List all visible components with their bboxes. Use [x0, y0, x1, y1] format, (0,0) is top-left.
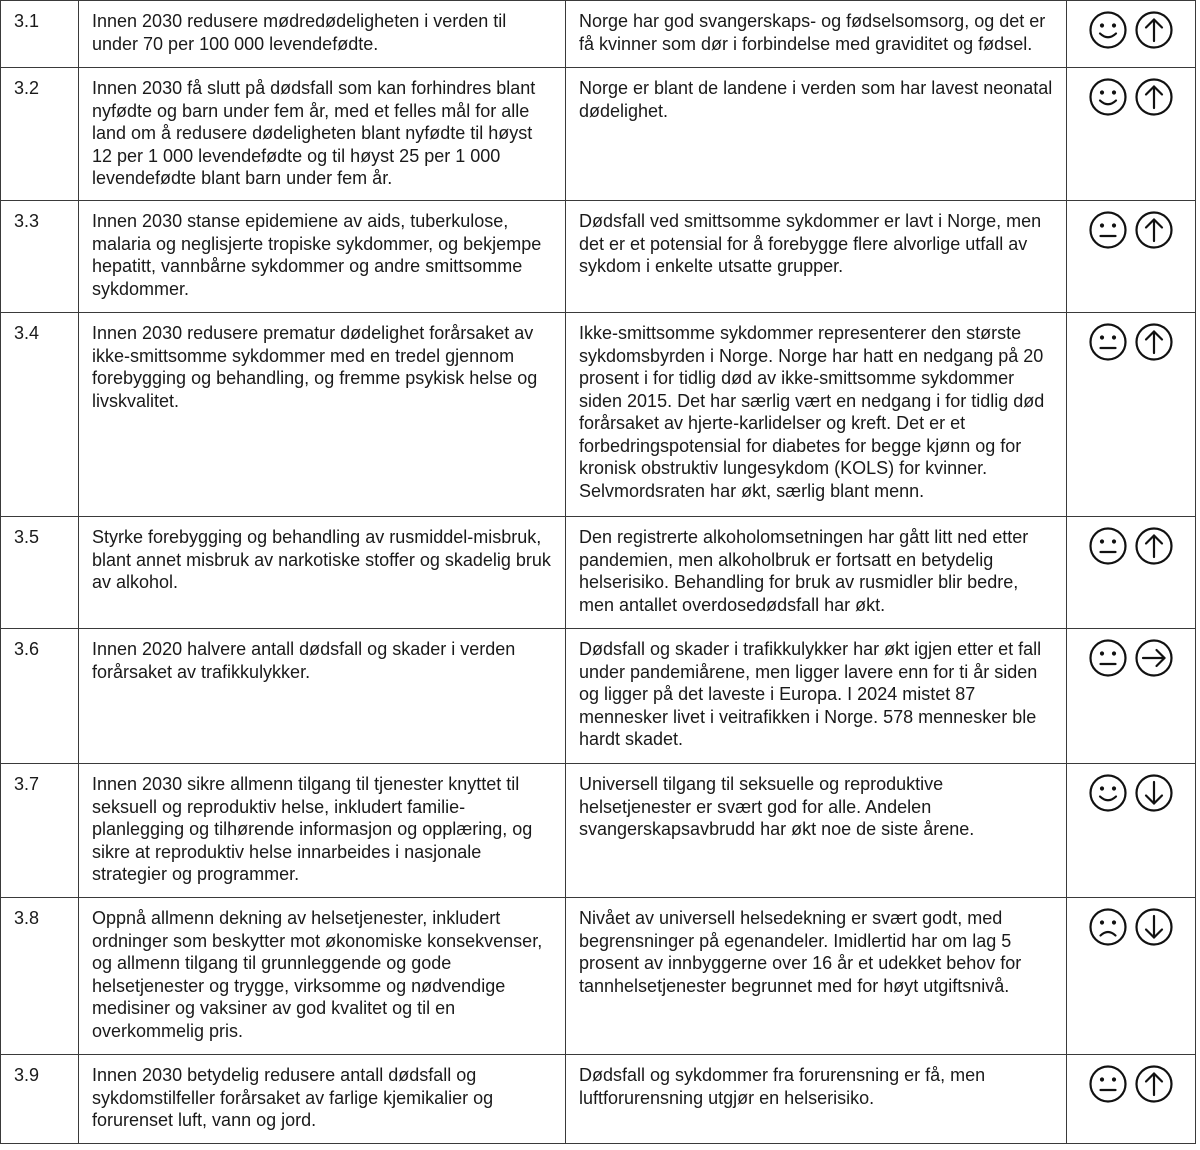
target-number: 3.3	[1, 201, 79, 313]
arrow-right-icon	[1134, 638, 1174, 678]
arrow-down-icon	[1134, 773, 1174, 813]
arrow-up-icon	[1134, 526, 1174, 566]
target-number: 3.2	[1, 68, 79, 201]
target-number: 3.4	[1, 313, 79, 517]
smiley-happy-icon	[1088, 773, 1128, 813]
table-row	[1, 201, 1196, 313]
arrow-up-icon	[1134, 77, 1174, 117]
target-description: Innen 2030 betydelig redusere antall dødsfall og sykdomstilfeller forårsaket av farlige kjemikalier og forurenset luft, vann og jord.	[79, 1055, 566, 1144]
arrow-up-icon	[1134, 210, 1174, 250]
assessment-cell	[1067, 898, 1196, 1055]
assessment-cell	[1067, 201, 1196, 313]
target-number: 3.9	[1, 1055, 79, 1144]
assessment-icons	[1080, 773, 1182, 813]
assessment-cell	[1067, 629, 1196, 764]
target-description: Innen 2030 stanse epidemiene av aids, tuberkulose, malaria og neglisjerte tropiske sykdommer, og bekjempe hepatitt, vannbårne sykdommer og andre smittsomme sykdommer.	[79, 201, 566, 313]
assessment-cell	[1067, 764, 1196, 898]
assessment-icons	[1080, 10, 1182, 50]
table-row	[1, 629, 1196, 764]
status-description: Norge har god svangerskaps- og fødselsomsorg, og det er få kvinner som dør i forbindelse med graviditet og fødsel.	[566, 1, 1067, 68]
smiley-neutral-icon	[1088, 1064, 1128, 1104]
target-description: Innen 2030 redusere prematur dødelighet forårsaket av ikke-smittsomme sykdommer med en tredel gjennom forebygging og behandling, og fremme psykisk helse og livskvalitet.	[79, 313, 566, 517]
smiley-neutral-icon	[1088, 526, 1128, 566]
smiley-neutral-icon	[1088, 638, 1128, 678]
target-description: Innen 2030 sikre allmenn tilgang til tjenester knyttet til seksuell og reproduktiv helse, inkludert familie-planlegging og tilhørende informasjon og opplæring, og sikre at reproduktiv helse innarbeides i nasjonale strategier og programmer.	[79, 764, 566, 898]
table-row	[1, 764, 1196, 898]
arrow-down-icon	[1134, 907, 1174, 947]
table-row	[1, 68, 1196, 201]
target-number: 3.7	[1, 764, 79, 898]
target-number: 3.6	[1, 629, 79, 764]
smiley-neutral-icon	[1088, 322, 1128, 362]
smiley-happy-icon	[1088, 10, 1128, 50]
smiley-neutral-icon	[1088, 210, 1128, 250]
table-row	[1, 313, 1196, 517]
arrow-up-icon	[1134, 1064, 1174, 1104]
assessment-icons	[1080, 322, 1182, 362]
assessment-icons	[1080, 1064, 1182, 1104]
assessment-cell	[1067, 1, 1196, 68]
status-description: Nivået av universell helsedekning er svært godt, med begrensninger på egenandeler. Imidlertid har om lag 5 prosent av innbyggerne over 16 år et udekket behov for tannhelsetjenester begrunnet med for høyt utgiftsnivå.	[566, 898, 1067, 1055]
assessment-cell	[1067, 68, 1196, 201]
status-description: Dødsfall ved smittsomme sykdommer er lavt i Norge, men det er et potensial for å forebygge flere alvorlige utfall av sykdom i enkelte utsatte grupper.	[566, 201, 1067, 313]
assessment-icons	[1080, 638, 1182, 678]
assessment-cell	[1067, 313, 1196, 517]
assessment-cell	[1067, 1055, 1196, 1144]
assessment-icons	[1080, 907, 1182, 947]
target-number: 3.8	[1, 898, 79, 1055]
table-row	[1, 898, 1196, 1055]
table-row	[1, 517, 1196, 629]
smiley-happy-icon	[1088, 77, 1128, 117]
smiley-sad-icon	[1088, 907, 1128, 947]
status-description: Norge er blant de landene i verden som har lavest neonatal dødelighet.	[566, 68, 1067, 201]
arrow-up-icon	[1134, 322, 1174, 362]
status-description: Dødsfall og skader i trafikkulykker har økt igjen etter et fall under pandemiårene, men ligger lavere enn for ti år siden og ligger på det laveste i Europa. I 2024 mistet 87 mennesker livet i veitrafikken i Norge. 578 mennesker ble hardt skadet.	[566, 629, 1067, 764]
table-row	[1, 1, 1196, 68]
goals-table-body	[1, 1, 1196, 1144]
status-description: Universell tilgang til seksuelle og reproduktive helsetjenester er svært god for alle. Andelen svangerskapsavbrudd har økt noe de siste årene.	[566, 764, 1067, 898]
assessment-cell	[1067, 517, 1196, 629]
assessment-icons	[1080, 210, 1182, 250]
assessment-icons	[1080, 77, 1182, 117]
status-description: Dødsfall og sykdommer fra forurensning er få, men luftforurensning utgjør en helserisiko.	[566, 1055, 1067, 1144]
status-description: Ikke-smittsomme sykdommer representerer den største sykdomsbyrden i Norge. Norge har hatt en nedgang på 20 prosent i for tidlig død av ikke-smittsomme sykdommer siden 2015. Det har særlig vært en nedgang i for tidlig død forårsaket av hjerte-karlidelser og kreft. Det er et forbedringspotensial for diabetes for begge kjønn og for kronisk obstruktiv lungesykdom (KOLS) for kvinner. Selvmordsraten har økt, særlig blant menn.	[566, 313, 1067, 517]
status-description: Den registrerte alkoholomsetningen har gått litt ned etter pandemien, men alkoholbruk er fortsatt en betydelig helserisiko. Behandling for bruk av rusmidler blir bedre, men antallet overdosedødsfall har økt.	[566, 517, 1067, 629]
target-description: Styrke forebygging og behandling av rusmiddel-misbruk, blant annet misbruk av narkotiske stoffer og skadelig bruk av alkohol.	[79, 517, 566, 629]
arrow-up-icon	[1134, 10, 1174, 50]
assessment-icons	[1080, 526, 1182, 566]
target-description: Oppnå allmenn dekning av helsetjenester, inkludert ordninger som beskytter mot økonomiske konsekvenser, og allmenn tilgang til grunnleggende og gode helsetjenester og trygge, virksomme og nødvendige medisiner og vaksiner av god kvalitet og til en overkommelig pris.	[79, 898, 566, 1055]
target-number: 3.5	[1, 517, 79, 629]
target-description: Innen 2030 redusere mødredødeligheten i verden til under 70 per 100 000 levendefødte.	[79, 1, 566, 68]
target-description: Innen 2030 få slutt på dødsfall som kan forhindres blant nyfødte og barn under fem år, med et felles mål for alle land om å redusere dødeligheten blant nyfødte til høyst 12 per 1 000 levendefødte og til høyst 25 per 1 000 levendefødte blant barn under fem år.	[79, 68, 566, 201]
table-row	[1, 1055, 1196, 1144]
target-number: 3.1	[1, 1, 79, 68]
target-description: Innen 2020 halvere antall dødsfall og skader i verden forårsaket av trafikkulykker.	[79, 629, 566, 764]
